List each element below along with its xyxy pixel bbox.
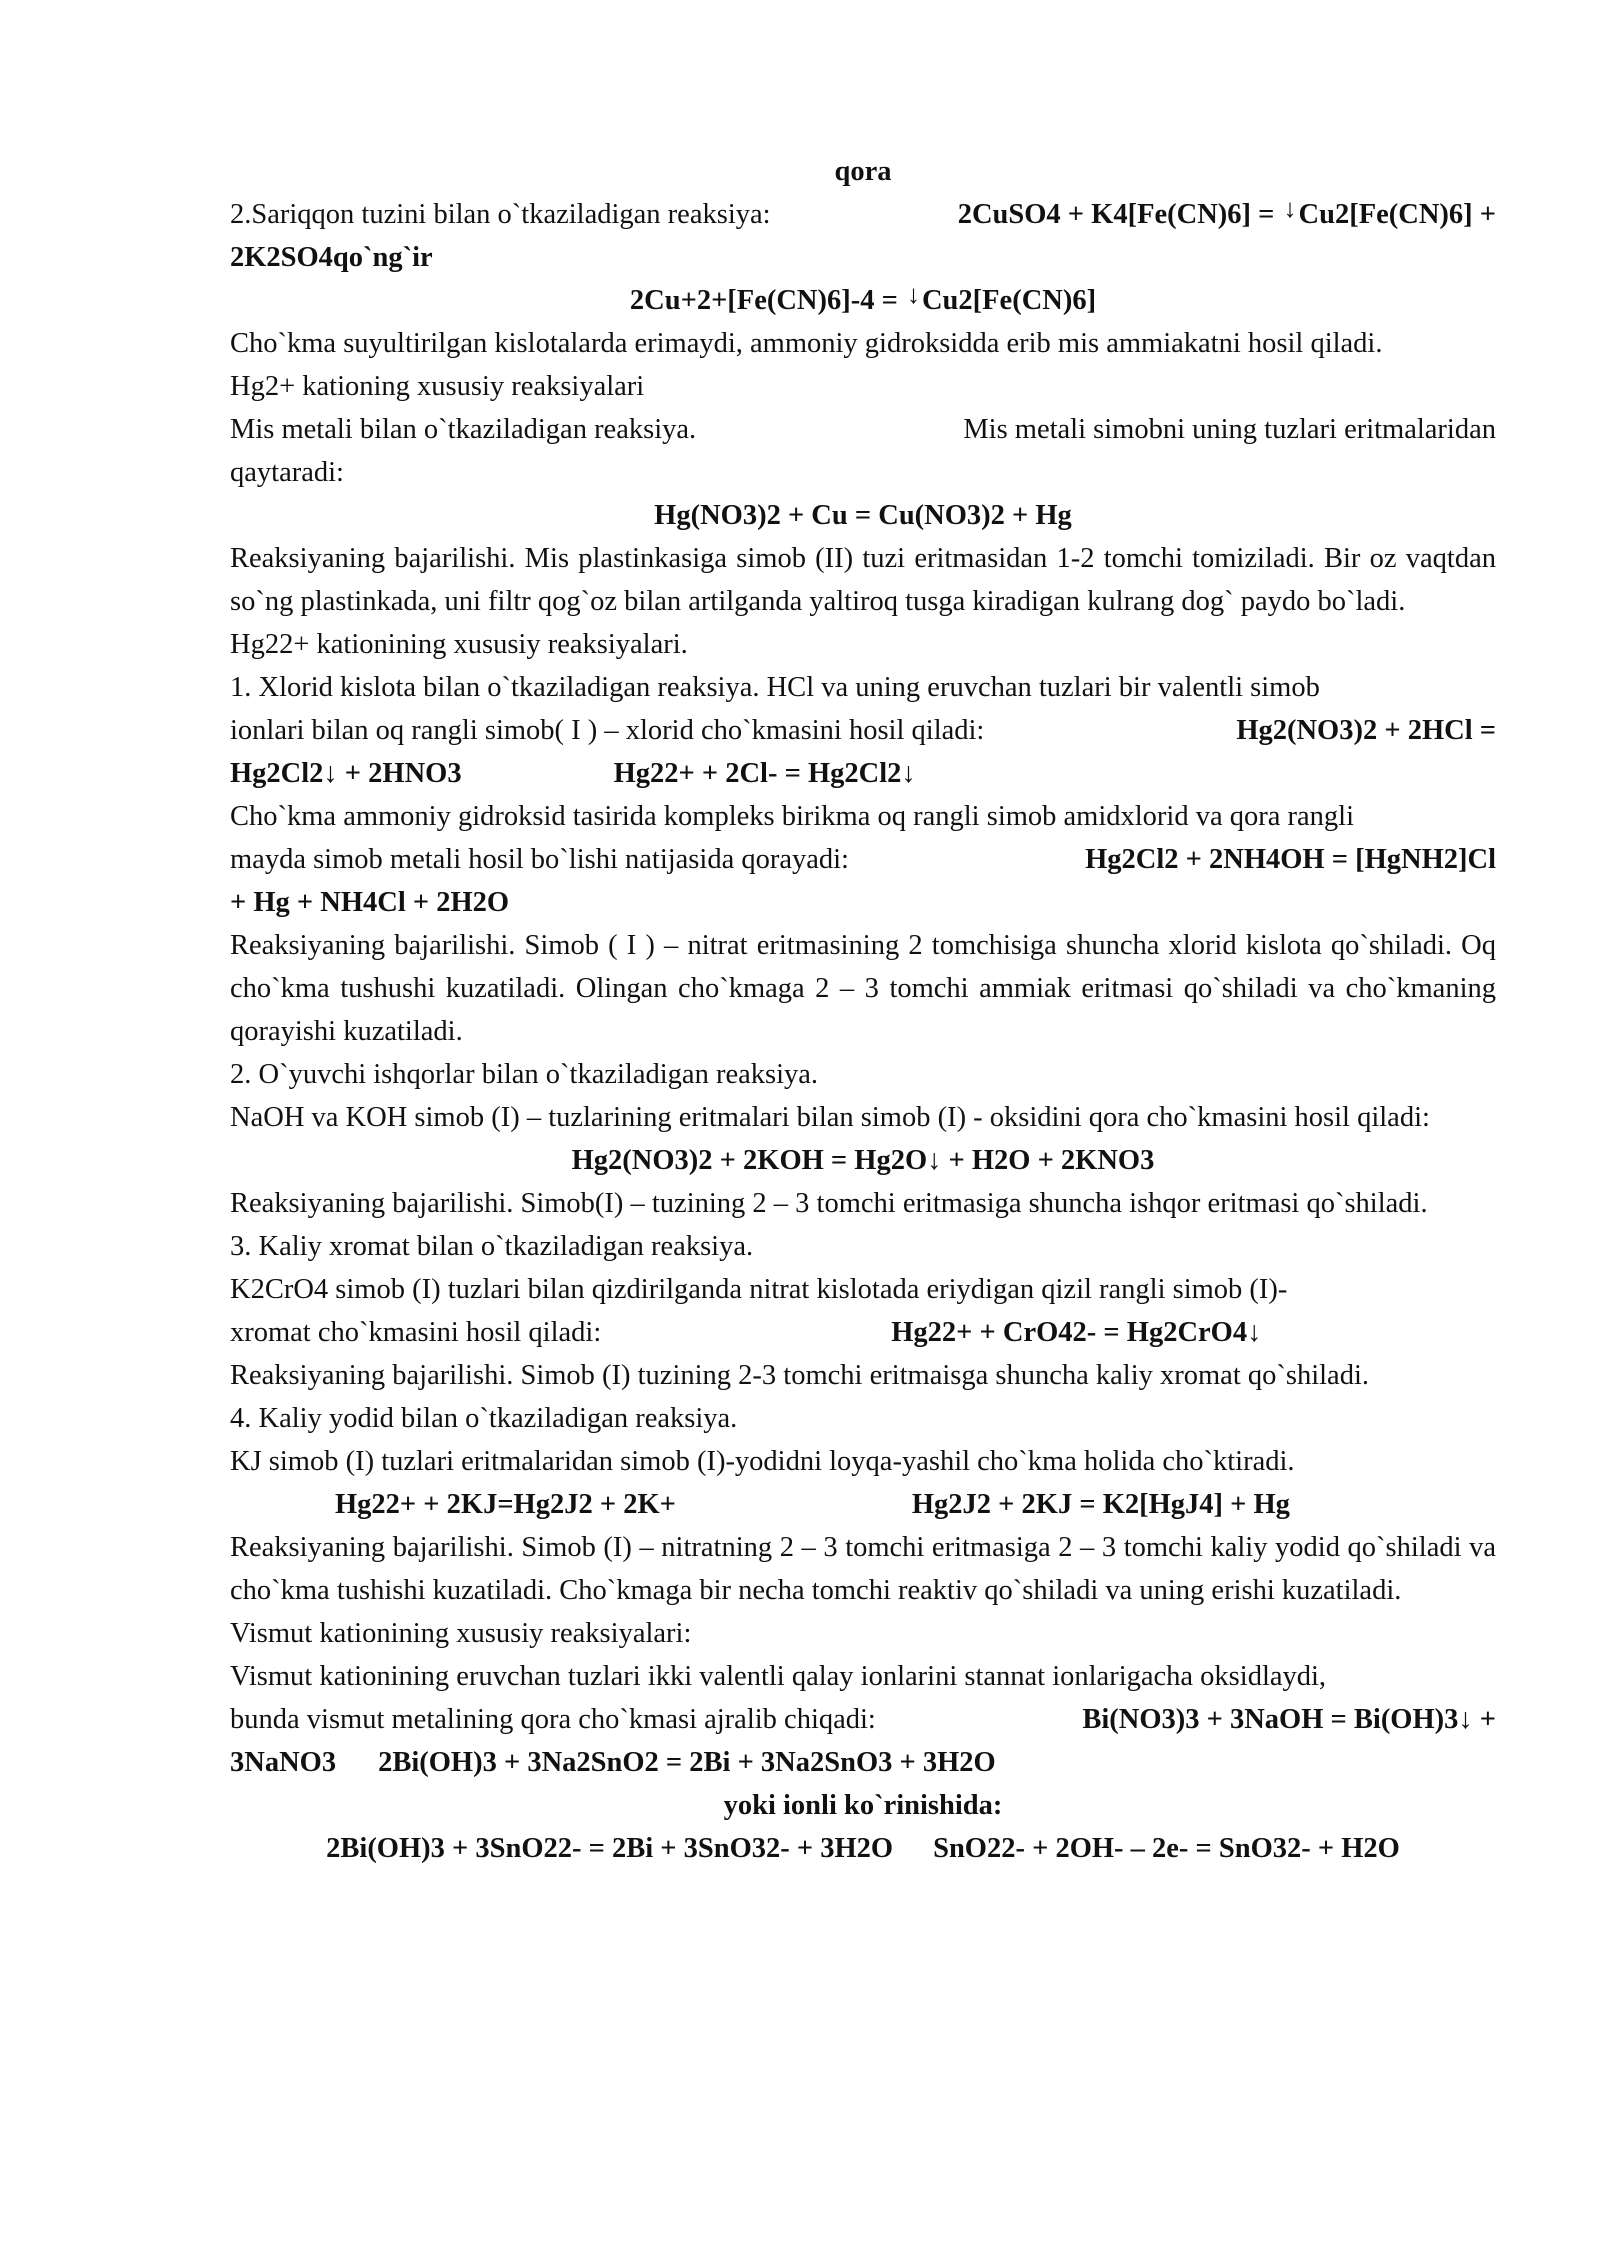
equation-line: + Hg + NH4Cl + 2H2O [230, 887, 510, 918]
text-line [230, 838, 1496, 881]
paragraph: Reaksiyaning bajarilishi. Simob (I) – nitratning 2 – 3 tomchi eritmasiga 2 – 3 tomchi kaliy yodid qo`shiladi va cho`kma tushishi kuzatiladi. Cho`kmaga bir necha tomchi reaktiv qo`shiladi va uning erishi kuzatiladi. [230, 1532, 1496, 1606]
text-part: Vismut kationining eruvchan tuzlari ikki valentli qalay ionlarini stannat ionlarigacha oksidlaydi, [230, 1661, 1327, 1692]
text-part: 1. Xlorid kislota bilan o`tkaziladigan reaksiya. HCl va uning eruvchan tuzlari bir valentli simob [230, 672, 1320, 703]
equation-part: Cu2[Fe(CN)6] + [1298, 199, 1496, 230]
equation-part: Hg2J2 + 2KJ = K2[HgJ4] + Hg [911, 1489, 1290, 1520]
equation-part: SnO22- + 2OH- – 2e- = SnO32- + H2O [933, 1833, 1400, 1864]
text-line [230, 709, 1496, 752]
equation-part: Bi(NO3)3 + 3NaOH = Bi(OH)3↓ + [1082, 1704, 1496, 1735]
text-part: Cho`kma ammoniy gidroksid tasirida kompleks birikma oq rangli simob amidxlorid va qora rangli [230, 801, 1354, 832]
equation: Hg2(NO3)2 + 2KOH = Hg2O↓ + H2O + 2KNO3 [571, 1145, 1155, 1176]
paragraph: Reaksiyaning bajarilishi. Simob (I) tuzining 2-3 tomchi eritmaisga shuncha kaliy xromat qo`shiladi. [230, 1360, 1369, 1391]
equation-part: 3NaNO3 [230, 1747, 337, 1778]
equation-part: Hg22+ + CrO42- = Hg2CrO4↓ [891, 1317, 1262, 1348]
equation-part: Cu2[Fe(CN)6] [921, 285, 1097, 316]
down-arrow-icon: ↓ [1283, 194, 1297, 223]
section-title: Hg22+ kationining xususiy reaksiyalari. [230, 629, 688, 660]
equation-part: 2Bi(OH)3 + 3Na2SnO2 = 2Bi + 3Na2SnO3 + 3H2O [378, 1747, 996, 1778]
equation-line [230, 752, 1496, 795]
ionic-equation-cu [230, 279, 1496, 322]
equation-part: 2Cu+2+[Fe(CN)6]-4 = [629, 285, 898, 316]
text-line [230, 1311, 1496, 1354]
text-part: Mis metali bilan o`tkaziladigan reaksiya. [230, 414, 697, 445]
text-line [230, 1268, 1496, 1311]
sariqqon-line [230, 193, 1496, 236]
sariqqon-equation [958, 193, 1496, 236]
heading: qora [834, 156, 892, 187]
paragraph: Cho`kma suyultirilgan kislotalarda erimaydi, ammoniy gidroksidda erib mis ammiakatni hosil qiladi. [230, 328, 1383, 359]
down-arrow-icon: ↓ [906, 280, 920, 309]
equation: Hg(NO3)2 + Cu = Cu(NO3)2 + Hg [654, 500, 1072, 531]
paragraph: NaOH va KOH simob (I) – tuzlarining eritmalari bilan simob (I) - oksidini qora cho`kmasini hosil qiladi: [230, 1102, 1430, 1133]
section-title: Vismut kationining xususiy reaksiyalari: [230, 1618, 692, 1649]
paragraph: Reaksiyaning bajarilishi. Simob ( I ) – nitrat eritmasining 2 tomchisiga shuncha xlorid kislota qo`shiladi. Oq cho`kma tushushi kuzatiladi. Olingan cho`kmaga 2 – 3 tomchi ammiak eritmasi qo`shiladi va cho`kmaning qorayishi kuzatiladi. [230, 930, 1496, 1047]
equation-line [230, 1483, 1496, 1526]
sariqqon-equation-cont: 2K2SO4qo`ng`ir [230, 242, 433, 273]
mis-line [230, 408, 1496, 451]
text-line [230, 1655, 1496, 1698]
text-line: KJ simob (I) tuzlari eritmalaridan simob (I)-yodidni loyqa-yashil cho`kma holida cho`ktiradi. [230, 1446, 1295, 1477]
paragraph: Reaksiyaning bajarilishi. Simob(I) – tuzining 2 – 3 tomchi eritmasiga shuncha ishqor eritmasi qo`shiladi. [230, 1188, 1428, 1219]
text-line [230, 666, 1496, 709]
section-title: 4. Kaliy yodid bilan o`tkaziladigan reaksiya. [230, 1403, 738, 1434]
equation-line [230, 1827, 1496, 1870]
text-part: ionlari bilan oq rangli simob( I ) – xlorid cho`kmasini hosil qiladi: [230, 715, 985, 746]
equation-part: 2Bi(OH)3 + 3SnO22- = 2Bi + 3SnO32- + 3H2O [326, 1833, 894, 1864]
equation-part: Hg2Cl2↓ + 2HNO3 [230, 758, 462, 789]
ionic-heading: yoki ionli ko`rinishida: [723, 1790, 1003, 1821]
text-line [230, 795, 1496, 838]
section-title: 3. Kaliy xromat bilan o`tkaziladigan reaksiya. [230, 1231, 754, 1262]
sariqqon-text: 2.Sariqqon tuzini bilan o`tkaziladigan reaksiya: [230, 199, 771, 230]
section-title: Hg2+ kationing xususiy reaksiyalari [230, 371, 645, 402]
equation-part: Hg2Cl2 + 2NH4OH = [HgNH2]Cl [1085, 844, 1496, 875]
equation-part: Hg22+ + 2KJ=Hg2J2 + 2K+ [335, 1489, 676, 1520]
text-part: K2CrO4 simob (I) tuzlari bilan qizdirilganda nitrat kislotada eriydigan qizil rangli simob (I)- [230, 1274, 1288, 1305]
equation-line [230, 1741, 1496, 1784]
text-part: xromat cho`kmasini hosil qiladi: [230, 1317, 602, 1348]
paragraph: Reaksiyaning bajarilishi. Mis plastinkasiga simob (II) tuzi eritmasidan 1-2 tomchi tomiziladi. Bir oz vaqtdan so`ng plastinkada, uni filtr qog`oz bilan artilganda yaltiroq tusga kiradigan kulrang dog` paydo bo`ladi. [230, 543, 1496, 617]
text-line [230, 1698, 1496, 1741]
equation-part: 2CuSO4 + K4[Fe(CN)6] = [957, 199, 1275, 230]
text-part: mayda simob metali hosil bo`lishi natijasida qorayadi: [230, 844, 849, 875]
text-part: Mis metali simobni uning tuzlari eritmalaridan [963, 414, 1496, 445]
text-line: qaytaradi: [230, 457, 344, 488]
document-page [230, 150, 1496, 1870]
text-part: bunda vismut metalining qora cho`kmasi ajralib chiqadi: [230, 1704, 876, 1735]
equation-part: Hg22+ + 2Cl- = Hg2Cl2↓ [613, 758, 916, 789]
equation-part: Hg2(NO3)2 + 2HCl = [1236, 715, 1496, 746]
section-title: 2. O`yuvchi ishqorlar bilan o`tkaziladigan reaksiya. [230, 1059, 819, 1090]
